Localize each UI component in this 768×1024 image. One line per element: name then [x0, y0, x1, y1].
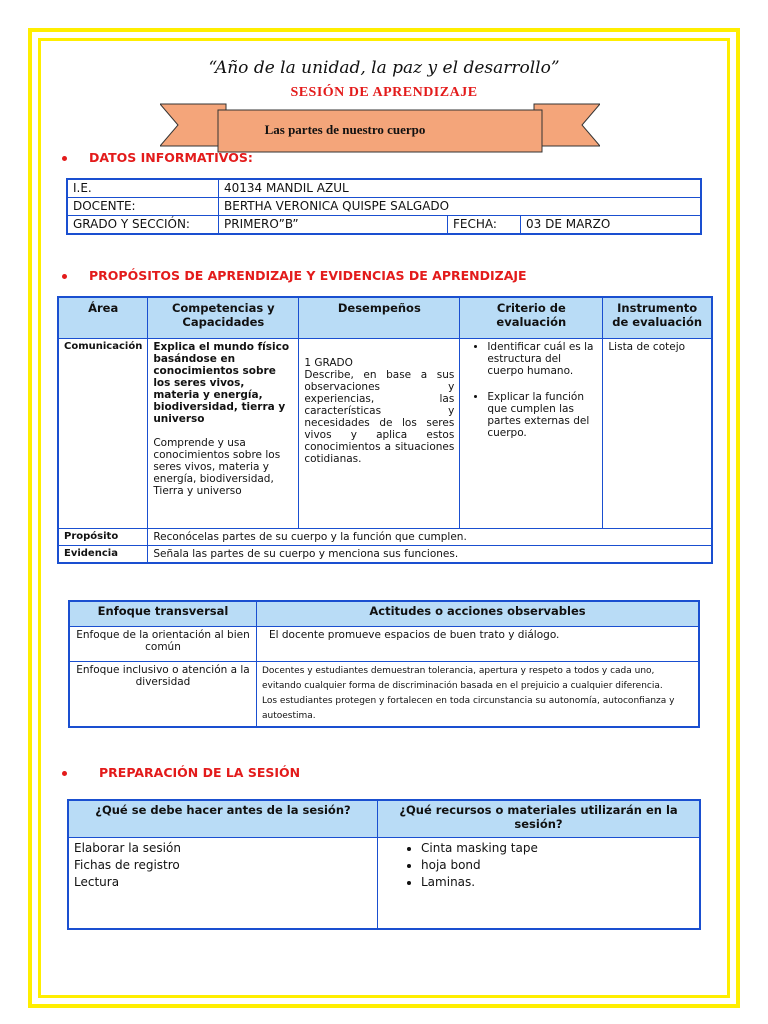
header-criterio: Criterio de evaluación: [460, 297, 603, 339]
grado-label: GRADO Y SECCIÓN:: [67, 216, 219, 235]
header-enfoque: Enfoque transversal: [69, 601, 257, 627]
table-header-row: [69, 601, 699, 627]
ie-value: 40134 MANDIL AZUL: [219, 179, 702, 198]
header-antes: ¿Qué se debe hacer antes de la sesión?: [68, 800, 378, 838]
area-cell: Comunicación: [58, 339, 148, 529]
section-datos: DATOS INFORMATIVOS:: [62, 150, 253, 165]
table-header-row: [68, 800, 700, 838]
actitud-inclusivo-2: Los estudiantes protegen y fortalecen en toda circunstancia su autonomía, autoconfianza y autoestima.: [262, 696, 675, 721]
docente-value: BERTHA VERONICA QUISPE SALGADO: [219, 198, 702, 216]
table-row: [69, 662, 699, 728]
desempeno-cell: [299, 339, 460, 529]
enfoque-inclusivo: Enfoque inclusivo o atención a la diversidad: [69, 662, 257, 728]
desempeno-grado: 1 GRADO: [304, 357, 353, 369]
evidencia-label: Evidencia: [58, 546, 148, 564]
list-item: Lectura: [74, 875, 120, 889]
bullet-icon: [62, 156, 67, 161]
bullet-icon: [62, 771, 67, 776]
table-row: [67, 198, 701, 216]
proposito-text: Reconócelas partes de su cuerpo y la función que cumplen.: [148, 529, 712, 546]
antes-cell: [68, 838, 378, 930]
header-recursos: ¿Qué recursos o materiales utilizarán en la sesión?: [378, 800, 701, 838]
table-row: [58, 339, 712, 529]
instrumento-cell: Lista de cotejo: [603, 339, 712, 529]
list-item: • Identificar cuál es la estructura del cuerpo humano.: [487, 341, 597, 377]
preparacion-table: [67, 799, 701, 930]
grado-value: PRIMERO”B”: [219, 216, 448, 235]
list-item: • hoja bond: [421, 857, 694, 874]
enfoques-table: [68, 600, 700, 728]
proposito-label: Propósito: [58, 529, 148, 546]
enfoque-bien-comun: Enfoque de la orientación al bien común: [69, 627, 257, 662]
table-header-row: [58, 297, 712, 339]
table-row: [69, 627, 699, 662]
table-row: [67, 179, 701, 198]
table-row: [67, 216, 701, 235]
list-item: Elaborar la sesión: [74, 841, 181, 855]
table-row: [58, 546, 712, 564]
recursos-cell: [378, 838, 701, 930]
desempeno-text: Describe, en base a sus observaciones y experiencias, las características y necesidades de los seres vivos y aplica estos conocimientos a situaciones cotidianas.: [304, 369, 455, 465]
section-propositos: PROPÓSITOS DE APRENDIZAJE Y EVIDENCIAS DE APRENDIZAJE: [62, 268, 527, 283]
list-item: • Laminas.: [421, 874, 694, 891]
section-preparacion: PREPARACIÓN DE LA SESIÓN: [62, 765, 300, 780]
propositos-table: [57, 296, 713, 564]
motto: “Año de la unidad, la paz y el desarrollo”: [208, 58, 560, 78]
session-title: SESIÓN DE APRENDIZAJE: [290, 85, 478, 100]
actitud-bien-comun: El docente promueve espacios de buen trato y diálogo.: [257, 627, 700, 662]
competencia-bold: Explica el mundo físico basándose en conocimientos sobre los seres vivos, materia y energía, biodiversidad, tierra y universo: [153, 341, 290, 425]
fecha-label: FECHA:: [448, 216, 521, 235]
header-competencias: Competencias y Capacidades: [148, 297, 299, 339]
actitud-inclusivo: [257, 662, 700, 728]
list-item: • Explicar la función que cumplen las partes externas del cuerpo.: [487, 391, 597, 439]
criterio-cell: [460, 339, 603, 529]
datos-table: [66, 178, 702, 235]
evidencia-text: Señala las partes de su cuerpo y menciona sus funciones.: [148, 546, 712, 564]
docente-label: DOCENTE:: [67, 198, 219, 216]
actitud-inclusivo-1: Docentes y estudiantes demuestran tolerancia, apertura y respeto a todos y cada uno, evitando cualquier forma de discriminación basada en el prejuicio a cualquier diferencia.: [262, 666, 663, 691]
header-area: Área: [58, 297, 148, 339]
bullet-icon: [62, 274, 67, 279]
header-actitudes: Actitudes o acciones observables: [257, 601, 700, 627]
ie-label: I.E.: [67, 179, 219, 198]
header-instrumento: Instrumento de evaluación: [603, 297, 712, 339]
competencia-cell: [148, 339, 299, 529]
banner-title: Las partes de nuestro cuerpo: [264, 122, 426, 137]
header-desempenos: Desempeños: [299, 297, 460, 339]
table-row: [68, 838, 700, 930]
competencia-normal: Comprende y usa conocimientos sobre los seres vivos, materia y energía, biodiversidad, Tierra y universo: [153, 437, 281, 497]
table-row: [58, 529, 712, 546]
list-item: Fichas de registro: [74, 858, 180, 872]
fecha-value: 03 DE MARZO: [521, 216, 702, 235]
list-item: • Cinta masking tape: [421, 840, 694, 857]
